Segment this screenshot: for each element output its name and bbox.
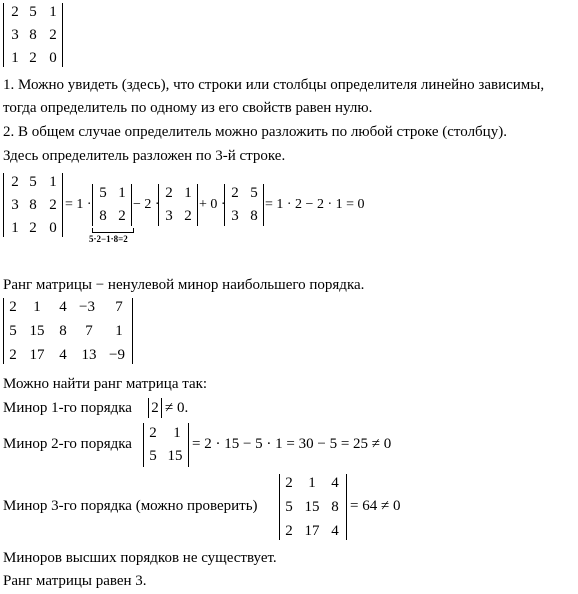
cell: 1: [184, 185, 192, 201]
cell: 1: [118, 185, 126, 201]
rank-result: Ранг матрицы равен 3.: [3, 573, 147, 589]
cell: 3: [165, 208, 173, 224]
cell: 1: [11, 50, 19, 66]
cell: 1: [49, 174, 57, 190]
minor2-label: Минор 2-го порядка: [3, 436, 132, 452]
find-rank-text: Можно найти ранг матрица так:: [3, 376, 208, 392]
minor-2x2: [143, 423, 189, 467]
cell: 2: [9, 299, 17, 315]
no-higher-minors: Миноров высших порядков не существует.: [3, 550, 277, 566]
minor-1x1: [148, 398, 162, 418]
determinant-3x3-expanded: [3, 173, 63, 237]
cell: 5: [285, 499, 293, 515]
cell: 7: [85, 323, 93, 339]
minor3-result: = 64 ≠ 0: [350, 498, 401, 514]
cell: 8: [59, 323, 67, 339]
minor-2x2-3: [224, 184, 264, 226]
minor-2x2-2: [158, 184, 198, 226]
underbrace: [92, 228, 134, 233]
cell: 3: [11, 27, 19, 43]
minor-2x2-1: [92, 184, 132, 226]
cell: 4: [59, 347, 67, 363]
cell: −3: [79, 299, 95, 315]
cell: 2: [285, 523, 293, 539]
coefficient-1: = 1 ·: [65, 197, 92, 212]
cell: 2: [165, 185, 173, 201]
cell: 15: [29, 323, 45, 339]
cell: 4: [331, 523, 339, 539]
cell: 8: [331, 499, 339, 515]
cell: 13: [81, 347, 97, 363]
cell: 15: [304, 499, 320, 515]
cell: 5: [29, 174, 37, 190]
note-line-4: Здесь определитель разложен по 3-й строке.: [3, 148, 286, 164]
cell: 2: [49, 27, 57, 43]
cell: 4: [59, 299, 67, 315]
note-line-2: тогда определитель по одному из его свойств равен нулю.: [3, 100, 373, 116]
cell: 2: [29, 50, 37, 66]
note-line-3: 2. В общем случае определитель можно разложить по любой строке (столбцу).: [3, 124, 507, 140]
coefficient-2: − 2 ·: [133, 197, 160, 212]
coefficient-3: + 0 ·: [199, 197, 226, 212]
cell: 2: [231, 185, 239, 201]
cell: 1: [11, 220, 19, 236]
cell: 1: [115, 323, 123, 339]
cell: 2: [149, 425, 157, 441]
cell: 0: [49, 50, 57, 66]
cell: 17: [29, 347, 45, 363]
cell: 8: [99, 208, 107, 224]
cell: 1: [33, 299, 41, 315]
cell: 4: [331, 475, 339, 491]
determinant-3x3: [3, 3, 63, 67]
cell: 2: [29, 220, 37, 236]
cell: 7: [115, 299, 123, 315]
cell: 2: [151, 400, 159, 416]
cell: 1: [173, 425, 181, 441]
cell: 5: [9, 323, 17, 339]
cell: 2: [184, 208, 192, 224]
matrix-3x5: [3, 298, 133, 364]
cell: 17: [304, 523, 320, 539]
cell: 5: [29, 4, 37, 20]
cell: 5: [250, 185, 258, 201]
cell: 3: [11, 197, 19, 213]
note-line-1: 1. Можно увидеть (здесь), что строки или столбцы определителя линейно зависимы,: [3, 77, 545, 93]
rank-definition: Ранг матрицы − ненулевой минор наибольшего порядка.: [3, 277, 365, 293]
cell: 2: [118, 208, 126, 224]
cell: 2: [11, 174, 19, 190]
cell: 15: [167, 448, 183, 464]
underbrace-label: 5·2−1·8=2: [89, 234, 128, 244]
cell: 5: [149, 448, 157, 464]
cell: −9: [109, 347, 125, 363]
cell: 1: [49, 4, 57, 20]
minor-3x3: [279, 474, 347, 540]
cell: 2: [11, 4, 19, 20]
cell: 3: [231, 208, 239, 224]
cell: 1: [308, 475, 316, 491]
expansion-result: = 1 · 2 − 2 · 1 = 0: [265, 197, 365, 212]
cell: 2: [9, 347, 17, 363]
minor1-result: ≠ 0.: [165, 400, 189, 416]
minor2-result: = 2 · 15 − 5 · 1 = 30 − 5 = 25 ≠ 0: [192, 436, 392, 452]
cell: 0: [49, 220, 57, 236]
cell: 8: [29, 27, 37, 43]
cell: 5: [99, 185, 107, 201]
cell: 2: [285, 475, 293, 491]
minor3-label: Минор 3-го порядка (можно проверить): [3, 498, 258, 514]
minor1-label: Минор 1-го порядка: [3, 400, 132, 416]
cell: 8: [29, 197, 37, 213]
cell: 8: [250, 208, 258, 224]
cell: 2: [49, 197, 57, 213]
